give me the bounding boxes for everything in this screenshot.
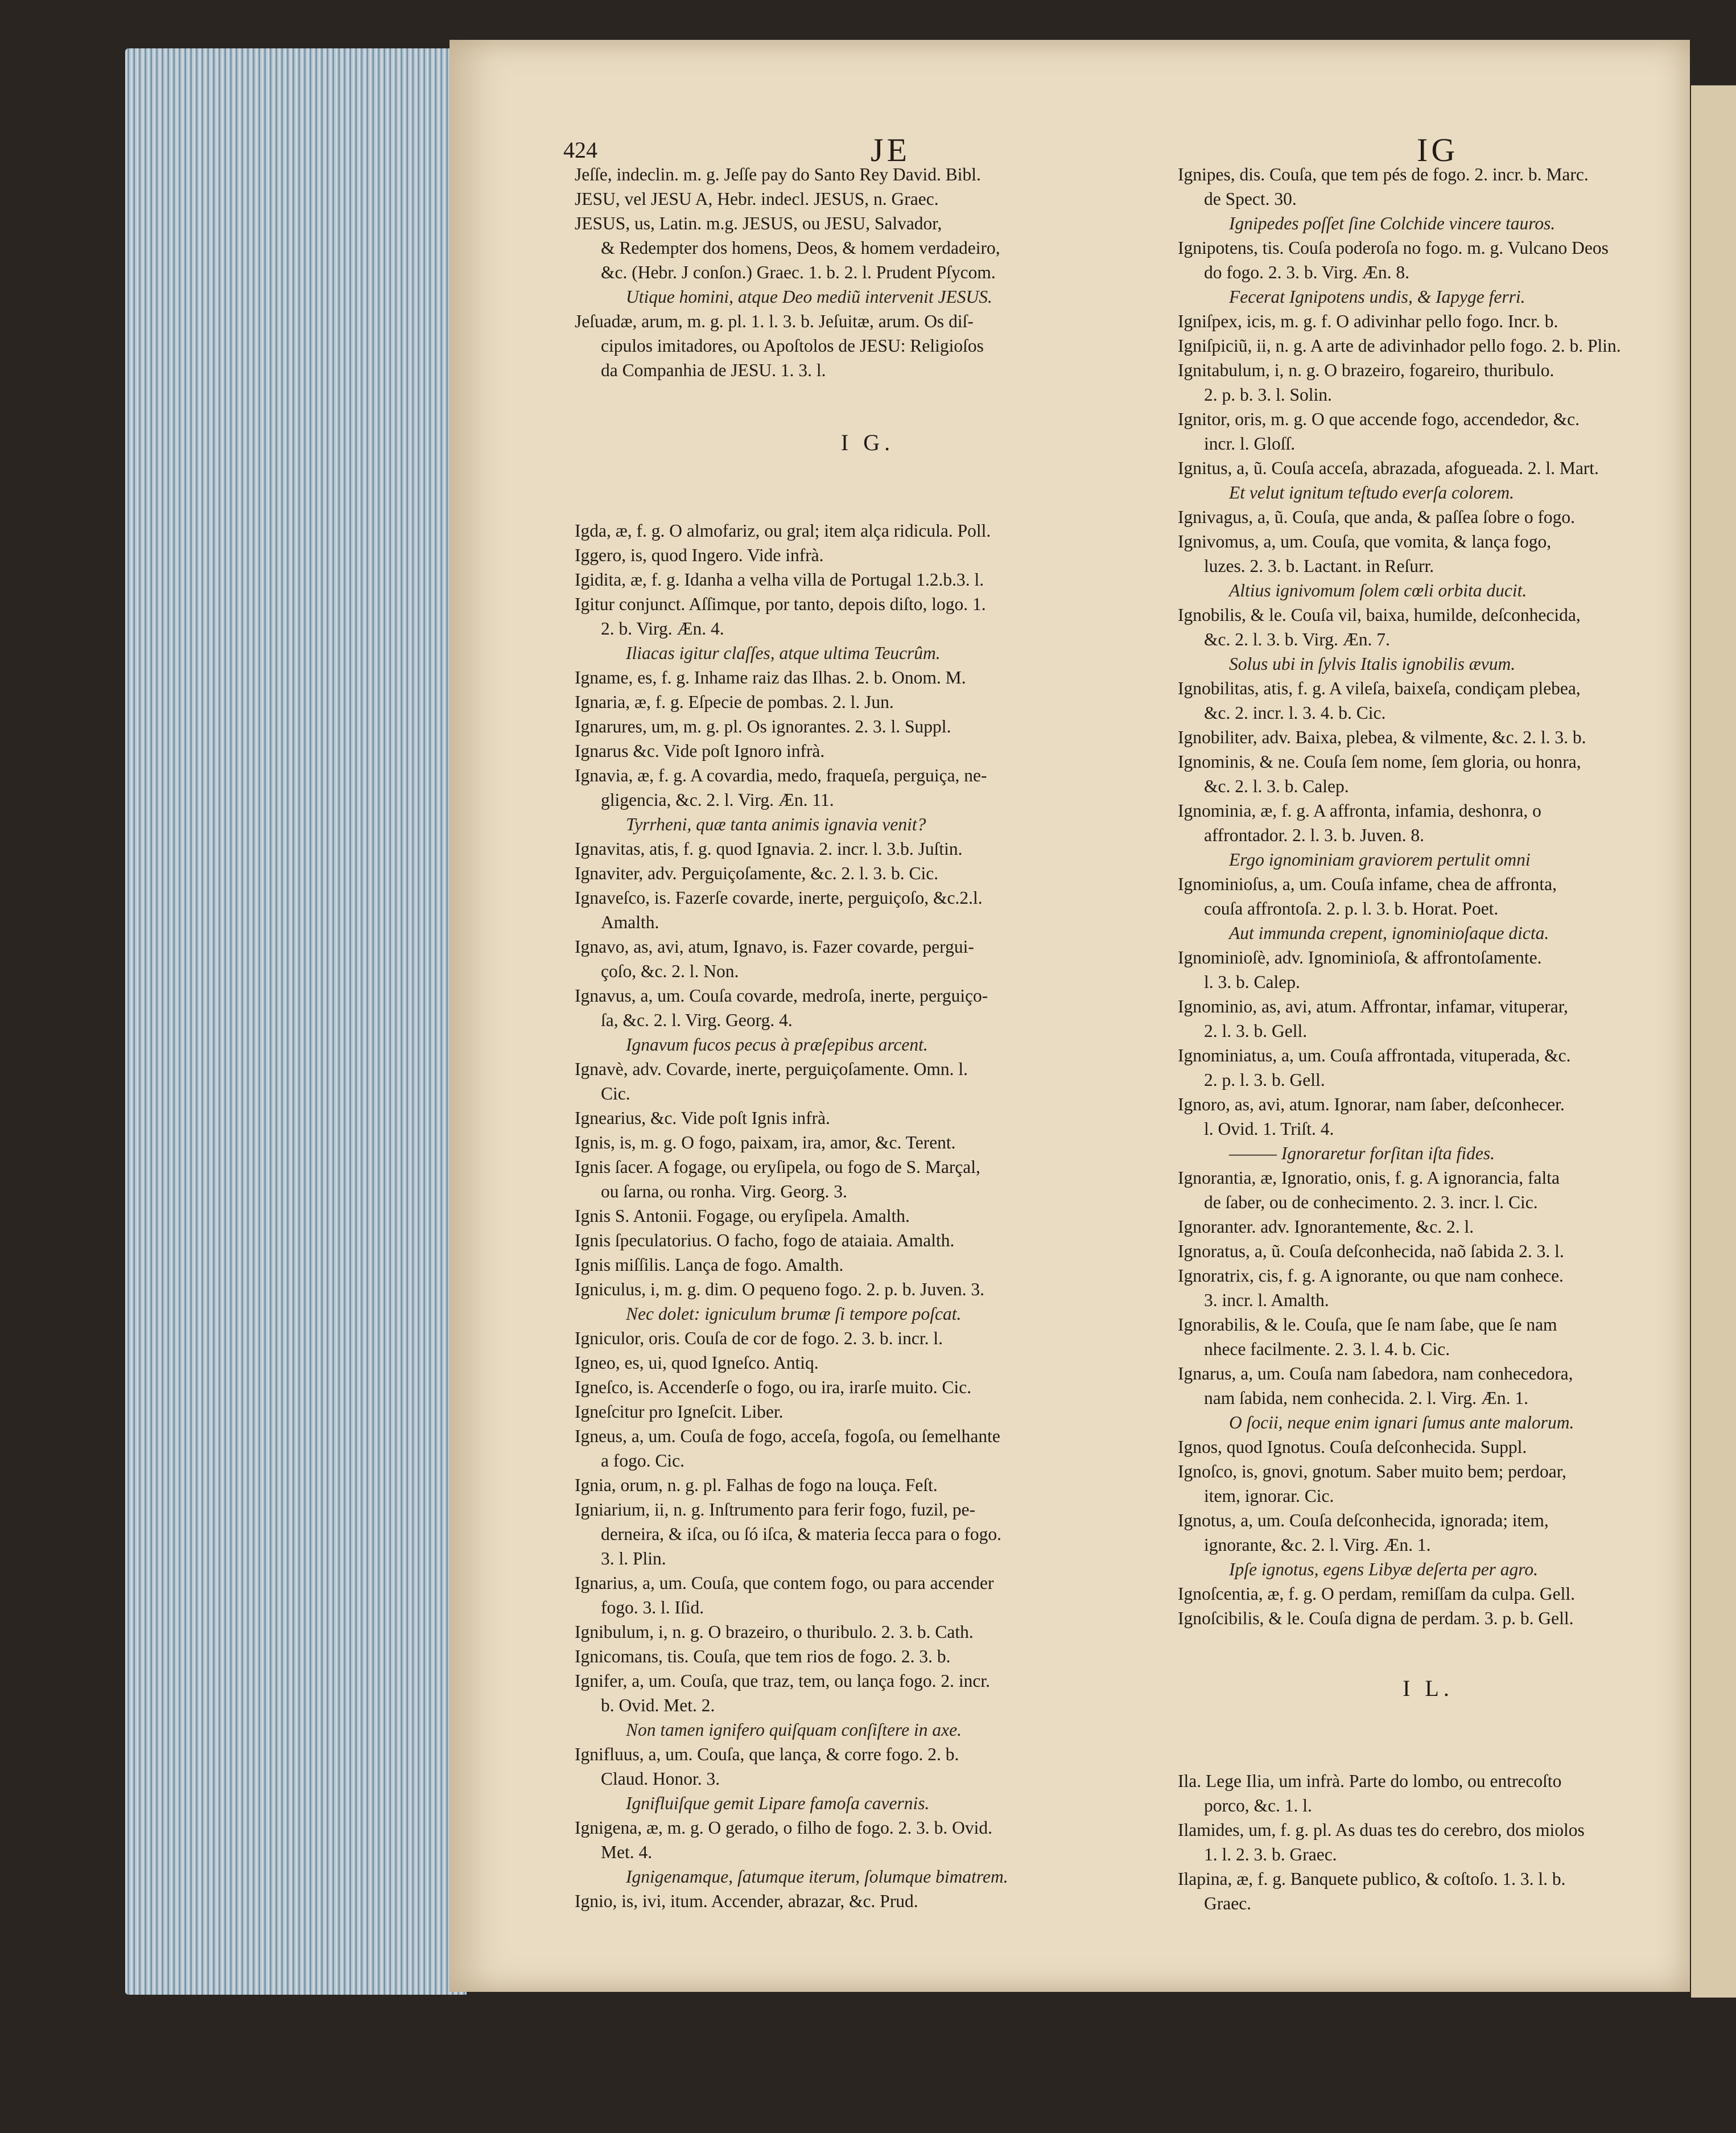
dictionary-entry: * Ignoranter. adv. Ignorantemente, &c. 2. l.	[1178, 1214, 1679, 1239]
citation-quote: Iliacas igitur claſſes, atque ultima Teucrûm.	[626, 643, 941, 663]
entry-continuation: porco, &c. 1. l.	[1204, 1796, 1312, 1815]
dictionary-entry: * Ila. Lege Ilia, um infrà. Parte do lombo, ou entrecoſto	[1178, 1769, 1679, 1793]
dictionary-entry: Ignearius, &c. Vide poſt Ignis infrà.	[575, 1108, 830, 1128]
dictionary-entry: * Ignivagus, a, ũ. Couſa, que anda, & paſſea ſobre o fogo.	[1178, 505, 1679, 529]
citation-quote: Tyrrheni, quæ tanta animis ignavia venit?	[626, 814, 926, 834]
left-column	[575, 162, 1161, 1913]
citation-quote: Altius ignivomum ſolem cœli orbita ducit.	[1229, 580, 1527, 600]
dictionary-entry: Ignipotens, tis. Couſa poderoſa no fogo. m. g. Vulcano Deos	[1178, 238, 1609, 258]
right-entries	[1178, 1769, 1679, 1916]
entry-continuation: da Companhia de JESU. 1. 3. l.	[601, 360, 826, 380]
book-page-edge	[125, 48, 467, 1995]
page-number: 424	[563, 137, 597, 163]
citation-quote: Utique homini, atque Deo mediũ intervenit JESUS.	[626, 287, 992, 307]
entry-continuation: Met. 4.	[601, 1842, 653, 1862]
dictionary-page	[450, 40, 1690, 1992]
dictionary-entry: * Igniſpiciũ, ii, n. g. A arte de adivinhador pello fogo. 2. b. Plin.	[1178, 333, 1679, 358]
entry-continuation: item, ignorar. Cic.	[1204, 1486, 1334, 1506]
dictionary-entry: Igneſco, is. Accenderſe o fogo, ou ira, irarſe muito. Cic.	[575, 1377, 972, 1397]
dictionary-entry: Ignarus, a, um. Couſa nam ſabedora, nam conhecedora,	[1178, 1364, 1573, 1383]
dictionary-entry: * Ignominis, & ne. Couſa ſem nome, ſem gloria, ou honra,	[1178, 750, 1679, 774]
dictionary-entry: Ignarus &c. Vide poſt Ignoro infrà.	[575, 741, 825, 761]
dictionary-entry: * Ignio, is, ivi, itum. Accender, abrazar, &c. Prud.	[575, 1889, 1161, 1913]
dictionary-entry: Ignoro, as, avi, atum. Ignorar, nam ſaber, deſconhecer.	[1178, 1094, 1565, 1114]
entry-continuation: 3. l. Plin.	[601, 1549, 666, 1568]
left-entries	[575, 518, 1161, 1913]
dictionary-entry: Ignipes, dis. Couſa, que tem pés de fogo. 2. incr. b. Marc.	[1178, 164, 1589, 184]
entry-continuation: l. Ovid. 1. Triſt. 4.	[1204, 1119, 1334, 1139]
entry-continuation: gligencia, &c. 2. l. Virg. Æn. 11.	[601, 790, 834, 810]
dictionary-entry: * Ignoſcentia, æ, f. g. O perdam, remiſſam da culpa. Gell.	[1178, 1582, 1679, 1606]
dictionary-entry: JESUS, us, Latin. m.g. JESUS, ou JESU, Salvador,	[575, 213, 942, 233]
citation-quote: Ignigenamque, ſatumque iterum, ſolumque bimatrem.	[626, 1867, 1008, 1887]
dictionary-entry: * Ignicomans, tis. Couſa, que tem rios de fogo. 2. 3. b.	[575, 1644, 1161, 1669]
entry-continuation: l. 3. b. Calep.	[1204, 972, 1300, 992]
citation-quote: Solus ubi in ſylvis Italis ignobilis ævum.	[1229, 654, 1516, 674]
entry-continuation: &c. 2. l. 3. b. Calep.	[1204, 776, 1349, 796]
dictionary-entry: * Ignoſco, is, gnovi, gnotum. Saber muito bem; perdoar,	[1178, 1459, 1679, 1484]
entry-continuation: affrontador. 2. l. 3. b. Juven. 8.	[1204, 825, 1424, 845]
dictionary-entry: * Ignoratus, a, ũ. Couſa deſconhecida, naõ ſabida 2. 3. l.	[1178, 1239, 1679, 1263]
dictionary-entry: * Igname, es, f. g. Inhame raiz das Ilhas. 2. b. Onom. M.	[575, 665, 1161, 690]
dictionary-entry: * Jeſuadæ, arum, m. g. pl. 1. l. 3. b. Jeſuitæ, arum. Os diſ-	[575, 309, 1161, 333]
entry-continuation: a fogo. Cic.	[601, 1451, 684, 1471]
entry-continuation: nhece facilmente. 2. 3. l. 4. b. Cic.	[1204, 1339, 1450, 1359]
dictionary-entry: Ignis S. Antonii. Fogage, ou eryſipela. Amalth.	[575, 1206, 910, 1226]
dictionary-entry: JESU, vel JESU A, Hebr. indecl. JESUS, n. Graec.	[575, 189, 939, 209]
entry-continuation: çoſo, &c. 2. l. Non.	[601, 961, 739, 981]
entry-continuation: luzes. 2. 3. b. Lactant. in Reſurr.	[1204, 556, 1434, 576]
entry-continuation: de Spect. 30.	[1204, 189, 1297, 209]
citation-quote: Ignifluiſque gemit Lipare famoſa cavernis.	[626, 1793, 930, 1813]
citation-quote: O ſocii, neque enim ignari ſumus ante malorum.	[1229, 1413, 1574, 1432]
entry-continuation: 2. p. b. 3. l. Solin.	[1204, 385, 1332, 405]
citation-quote: Et velut ignitum teſtudo everſa colorem.	[1229, 483, 1514, 503]
dictionary-entry: * Ignominio, as, avi, atum. Affrontar, infamar, vituperar,	[1178, 994, 1679, 1019]
entry-continuation: nam ſabida, nem conhecida. 2. l. Virg. Æn. 1.	[1204, 1388, 1528, 1408]
dictionary-entry: Igitur conjunct. Aſſimque, por tanto, depois diſto, logo. 1.	[575, 594, 986, 614]
dictionary-entry: Ignominia, æ, f. g. A affronta, infamia, deshonra, o	[1178, 801, 1541, 821]
entry-continuation: 2. p. l. 3. b. Gell.	[1204, 1070, 1325, 1090]
dictionary-entry: Igniarium, ii, n. g. Inſtrumento para ferir fogo, fuzil, pe-	[575, 1500, 976, 1520]
citation-quote: Nec dolet: igniculum brumæ ſi tempore poſcat.	[626, 1304, 962, 1324]
citation-quote: Ergo ignominiam graviorem pertulit omni	[1229, 850, 1531, 870]
left-running-header: JE	[871, 131, 910, 168]
entry-continuation: b. Ovid. Met. 2.	[601, 1695, 715, 1715]
entry-continuation: 2. b. Virg. Æn. 4.	[601, 619, 724, 639]
dictionary-entry: * Ilapina, æ, f. g. Banquete publico, & coſtoſo. 1. 3. l. b.	[1178, 1867, 1679, 1891]
dictionary-entry: Ignavè, adv. Covarde, inerte, perguiçoſamente. Omn. l.	[575, 1059, 968, 1079]
dictionary-entry: Ignobilitas, atis, f. g. A vileſa, baixeſa, condiçam plebea,	[1178, 678, 1581, 698]
section-heading-ig: I G.	[840, 430, 895, 455]
dictionary-entry: Igneus, a, um. Couſa de fogo, acceſa, fogoſa, ou ſemelhante	[575, 1426, 1000, 1446]
citation-quote: ——— Ignoraretur forſitan iſta fides.	[1229, 1143, 1495, 1163]
citation-quote: Non tamen ignifero quiſquam conſiſtere in axe.	[626, 1720, 962, 1740]
entry-continuation: Graec.	[1204, 1893, 1252, 1913]
dictionary-entry: * Ignoſcibilis, & le. Couſa digna de perdam. 3. p. b. Gell.	[1178, 1606, 1679, 1630]
dictionary-entry: Jeſſe, indeclin. m. g. Jeſſe pay do Santo Rey David. Bibl.	[575, 164, 981, 184]
dictionary-entry: Ignitus, a, ũ. Couſa acceſa, abrazada, afogueada. 2. l. Mart.	[1178, 458, 1599, 478]
entry-continuation: & Redempter dos homens, Deos, & homem verdadeiro,	[601, 238, 1000, 258]
dictionary-entry: * Ignos, quod Ignotus. Couſa deſconhecida. Suppl.	[1178, 1435, 1679, 1459]
dictionary-entry: * Ignaveſco, is. Fazerſe covarde, inerte, perguiçoſo, &c.2.l.	[575, 886, 1161, 910]
dictionary-entry: Ignotus, a, um. Couſa deſconhecida, ignorada; item,	[1178, 1510, 1549, 1530]
dictionary-entry: * Ilamides, um, f. g. pl. As duas tes do cerebro, dos miolos	[1178, 1818, 1679, 1842]
entry-continuation: ſa, &c. 2. l. Virg. Georg. 4.	[601, 1010, 793, 1030]
dictionary-entry: Ignis ſacer. A fogage, ou eryſipela, ou fogo de S. Marçal,	[575, 1157, 980, 1177]
dictionary-entry: * Ignitor, oris, m. g. O que accende fogo, accendedor, &c.	[1178, 407, 1679, 431]
dictionary-entry: * Ignobiliter, adv. Baixa, plebea, & vilmente, &c. 2. l. 3. b.	[1178, 725, 1679, 750]
entry-continuation: &c. (Hebr. J conſon.) Graec. 1. b. 2. l. Prudent Pſycom.	[601, 262, 996, 282]
dictionary-entry: * Igniſpex, icis, m. g. f. O adivinhar pello fogo. Incr. b.	[1178, 309, 1679, 333]
citation-quote: Ignavum fucos pecus à præſepibus arcent.	[626, 1035, 928, 1055]
dictionary-entry: Ignavus, a, um. Couſa covarde, medroſa, inerte, perguiço-	[575, 986, 988, 1006]
dictionary-entry: Ignis ſpeculatorius. O facho, fogo de ataiaia. Amalth.	[575, 1230, 955, 1250]
dictionary-entry: * Ignavitas, atis, f. g. quod Ignavia. 2. incr. l. 3.b. Juſtin.	[575, 837, 1161, 861]
citation-quote: Aut immunda crepent, ignominioſaque dicta.	[1229, 923, 1549, 943]
dictionary-entry: Igidita, æ, f. g. Idanha a velha villa de Portugal 1.2.b.3. l.	[575, 570, 984, 590]
entry-continuation: &c. 2. incr. l. 3. 4. b. Cic.	[1204, 703, 1386, 723]
dictionary-entry: * Ignia, orum, n. g. pl. Falhas de fogo na louça. Feſt.	[575, 1473, 1161, 1497]
dictionary-entry: Ignaviter, adv. Perguiçoſamente, &c. 2. l. 3. b. Cic.	[575, 863, 939, 883]
facing-page-edge	[1691, 85, 1736, 1998]
right-column	[1178, 162, 1679, 1916]
dictionary-entry: * Igneſcitur pro Igneſcit. Liber.	[575, 1399, 1161, 1424]
entry-continuation: derneira, & iſca, ou ſó iſca, & materia ſecca para o fogo.	[601, 1524, 1002, 1544]
entry-continuation: 1. l. 2. 3. b. Graec.	[1204, 1844, 1337, 1864]
dictionary-entry: * Ignoratrix, cis, f. g. A ignorante, ou que nam conhece.	[1178, 1263, 1679, 1288]
dictionary-entry: Ignifer, a, um. Couſa, que traz, tem, ou lança fogo. 2. incr.	[575, 1671, 991, 1691]
dictionary-entry: * Ignominioſè, adv. Ignominioſa, & affrontoſamente.	[1178, 945, 1679, 970]
dictionary-entry: * Ignarures, um, m. g. pl. Os ignorantes. 2. 3. l. Suppl.	[575, 714, 1161, 739]
citation-quote: Ipſe ignotus, egens Libyæ deſerta per agro.	[1229, 1559, 1539, 1579]
dictionary-entry: Ignigena, æ, m. g. O gerado, o filho de fogo. 2. 3. b. Ovid.	[575, 1818, 993, 1838]
entry-continuation: Claud. Honor. 3.	[601, 1769, 720, 1789]
entry-continuation: 3. incr. l. Amalth.	[1204, 1290, 1329, 1310]
entry-continuation: ou ſarna, ou ronha. Virg. Georg. 3.	[601, 1181, 847, 1201]
entry-continuation: Amalth.	[601, 912, 659, 932]
dictionary-entry: * Iggero, is, quod Ingero. Vide infrà.	[575, 543, 1161, 567]
dictionary-entry: * Igniculor, oris. Couſa de cor de fogo. 2. 3. b. incr. l.	[575, 1326, 1161, 1350]
dictionary-entry: * Igneo, es, ui, quod Igneſco. Antiq.	[575, 1350, 1161, 1375]
right-running-header: IG	[1417, 131, 1459, 168]
section-heading-il: I L.	[1403, 1675, 1454, 1701]
citation-quote: Ignipedes poſſet ſine Colchide vincere tauros.	[1229, 213, 1556, 233]
entry-continuation: incr. l. Gloſſ.	[1204, 434, 1296, 454]
dictionary-entry: * Ignaria, æ, f. g. Eſpecie de pombas. 2. l. Jun.	[575, 690, 1161, 714]
dictionary-entry: Ignorantia, æ, Ignoratio, onis, f. g. A ignorancia, falta	[1178, 1168, 1560, 1188]
entry-continuation: fogo. 3. l. Iſid.	[601, 1597, 704, 1617]
left-top-entries	[575, 162, 1161, 382]
dictionary-entry: * Ignibulum, i, n. g. O brazeiro, o thuribulo. 2. 3. b. Cath.	[575, 1620, 1161, 1644]
dictionary-entry: Ignis miſſilis. Lança de fogo. Amalth.	[575, 1255, 844, 1275]
dictionary-entry: Igniculus, i, m. g. dim. O pequeno fogo. 2. p. b. Juven. 3.	[575, 1279, 985, 1299]
dictionary-entry: Ignifluus, a, um. Couſa, que lança, & corre fogo. 2. b.	[575, 1744, 959, 1764]
dictionary-entry: Ignavia, æ, f. g. A covardia, medo, fraqueſa, perguiça, ne-	[575, 765, 987, 785]
right-top-entries	[1178, 162, 1679, 1630]
dictionary-entry: Ignis, is, m. g. O fogo, paixam, ira, amor, &c. Terent.	[575, 1133, 956, 1152]
dictionary-entry: * Ignivomus, a, um. Couſa, que vomita, & lança fogo,	[1178, 529, 1679, 554]
dictionary-entry: * Ignavo, as, avi, atum, Ignavo, is. Fazer covarde, pergui-	[575, 934, 1161, 959]
entry-continuation: ignorante, &c. 2. l. Virg. Æn. 1.	[1204, 1535, 1431, 1555]
dictionary-entry: * Ignitabulum, i, n. g. O brazeiro, fogareiro, thuribulo.	[1178, 358, 1679, 382]
entry-continuation: cipulos imitadores, ou Apoſtolos de JESU: Religioſos	[601, 336, 984, 356]
dictionary-entry: * Igda, æ, f. g. O almofariz, ou gral; item alça ridicula. Poll.	[575, 518, 1161, 543]
entry-continuation: &c. 2. l. 3. b. Virg. Æn. 7.	[1204, 629, 1390, 649]
entry-continuation: 2. l. 3. b. Gell.	[1204, 1021, 1308, 1041]
dictionary-entry: Ignarius, a, um. Couſa, que contem fogo, ou para accender	[575, 1573, 994, 1593]
dictionary-entry: Ignobilis, & le. Couſa vil, baixa, humilde, deſconhecida,	[1178, 605, 1581, 625]
citation-quote: Fecerat Ignipotens undis, & Iapyge ferri.	[1229, 287, 1525, 307]
entry-continuation: Cic.	[601, 1084, 630, 1103]
entry-continuation: de ſaber, ou de conhecimento. 2. 3. incr. l. Cic.	[1204, 1192, 1538, 1212]
entry-continuation: couſa affrontoſa. 2. p. l. 3. b. Horat. Poet.	[1204, 899, 1499, 919]
dictionary-entry: * Ignominiatus, a, um. Couſa affrontada, vituperada, &c.	[1178, 1043, 1679, 1068]
entry-continuation: do fogo. 2. 3. b. Virg. Æn. 8.	[1204, 262, 1409, 282]
dictionary-entry: * Ignorabilis, & le. Couſa, que ſe nam ſabe, que ſe nam	[1178, 1312, 1679, 1337]
dictionary-entry: Ignominioſus, a, um. Couſa infame, chea de affronta,	[1178, 874, 1557, 894]
